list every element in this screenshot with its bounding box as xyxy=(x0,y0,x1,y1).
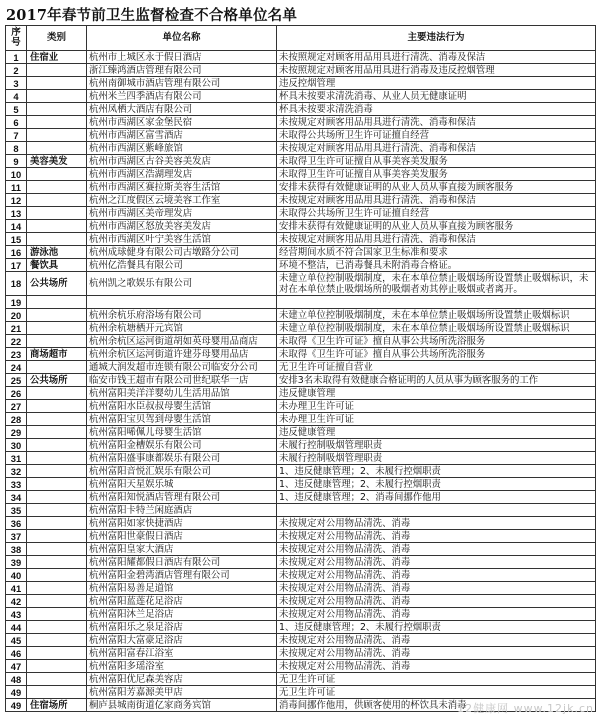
row-unit-name xyxy=(87,296,277,309)
row-unit-name: 杭州富阳如家快捷酒店 xyxy=(87,517,277,530)
row-category xyxy=(27,465,87,478)
table-row xyxy=(6,348,596,361)
row-violation: 1、违反健康管理；2、未履行控烟职责 xyxy=(277,478,596,491)
row-violation: 未按规定对公用物品清洗、消毒 xyxy=(277,634,596,647)
page-title: 2017年春节前卫生监督检查不合格单位名单 xyxy=(6,7,298,24)
row-violation: 安排未获得有效健康证明的从业人员从事直接为顾客服务 xyxy=(277,220,596,233)
row-violation: 1、违反健康管理；2、未履行控烟职责 xyxy=(277,465,596,478)
row-number: 17 xyxy=(6,259,27,272)
row-category xyxy=(27,296,87,309)
row-number: 23 xyxy=(6,348,27,361)
row-violation: 安排3名未取得有效健康合格证明的人员从事为顾客服务的工作 xyxy=(277,374,596,387)
row-number: 28 xyxy=(6,413,27,426)
row-unit-name: 杭州富阳天星娱乐城 xyxy=(87,478,277,491)
table-row xyxy=(6,608,596,621)
row-violation: 未取得卫生许可证擅自从事美容美发服务 xyxy=(277,168,596,181)
table-row xyxy=(6,595,596,608)
row-number: 3 xyxy=(6,77,27,90)
row-category: 公共场所 xyxy=(27,272,87,296)
row-category xyxy=(27,426,87,439)
table-row xyxy=(6,413,596,426)
row-number: 39 xyxy=(6,556,27,569)
row-violation: 未按规定对公用物品清洗、消毒 xyxy=(277,569,596,582)
row-unit-name: 杭州余杭塘栖开元宾馆 xyxy=(87,322,277,335)
row-unit-name: 杭州富阳音悦汇娱乐有限公司 xyxy=(87,465,277,478)
row-number: 37 xyxy=(6,530,27,543)
row-category xyxy=(27,582,87,595)
row-number: 38 xyxy=(6,543,27,556)
row-violation: 未履行控制吸烟管理职责 xyxy=(277,452,596,465)
row-violation: 未按照规定对顾客用品用具进行消毒及违反控烟管理 xyxy=(277,64,596,77)
row-number: 48 xyxy=(6,673,27,686)
row-unit-name: 杭州余杭区运河街道许建芬母婴用品店 xyxy=(87,348,277,361)
row-violation: 未取得《卫生许可证》擅自从事公共场所洗浴服务 xyxy=(277,335,596,348)
row-category xyxy=(27,361,87,374)
row-category xyxy=(27,634,87,647)
table-row xyxy=(6,207,596,220)
row-violation: 未按规定对公用物品清洗、消毒 xyxy=(277,608,596,621)
row-unit-name: 浙江臻鸿酒店管理有限公司 xyxy=(87,64,277,77)
row-violation: 未按规定对公用物品清洗、消毒 xyxy=(277,647,596,660)
table-row xyxy=(6,452,596,465)
row-violation xyxy=(277,504,596,517)
row-category xyxy=(27,142,87,155)
row-category xyxy=(27,530,87,543)
row-unit-name: 杭州富阳蓝莲花足浴店 xyxy=(87,595,277,608)
row-unit-name: 杭州市西湖区赛拉斯美容生活馆 xyxy=(87,181,277,194)
table-row xyxy=(6,220,596,233)
row-violation: 未取得公共场所卫生许可证擅自经营 xyxy=(277,207,596,220)
table-row xyxy=(6,233,596,246)
row-number: 31 xyxy=(6,452,27,465)
row-number: 44 xyxy=(6,621,27,634)
row-number: 2 xyxy=(6,64,27,77)
row-unit-name: 杭州富阳知悦酒店管理有限公司 xyxy=(87,491,277,504)
row-unit-name: 杭州凤栖大酒店有限公司 xyxy=(87,103,277,116)
row-unit-name: 杭州富阳沐兰足浴店 xyxy=(87,608,277,621)
row-number: 20 xyxy=(6,309,27,322)
row-number: 22 xyxy=(6,335,27,348)
row-category xyxy=(27,595,87,608)
row-violation: 未办理卫生许可证 xyxy=(277,413,596,426)
table-row xyxy=(6,90,596,103)
row-category: 游泳池 xyxy=(27,246,87,259)
row-unit-name: 杭州市西湖区美帝理发店 xyxy=(87,207,277,220)
row-category xyxy=(27,673,87,686)
row-violation: 未按规定对顾客用品用具进行清洗、消毒和保洁 xyxy=(277,233,596,246)
table-header-row xyxy=(6,26,596,51)
row-unit-name: 临安市钱王超市有限公司世纪联华一店 xyxy=(87,374,277,387)
row-number: 19 xyxy=(6,296,27,309)
row-violation: 未按照规定对顾客用品用具进行清洗、消毒及保洁 xyxy=(277,51,596,64)
row-unit-name: 杭州余杭乐府浴场有限公司 xyxy=(87,309,277,322)
row-number: 24 xyxy=(6,361,27,374)
row-unit-name: 杭州富阳优尼森美容店 xyxy=(87,673,277,686)
table-row xyxy=(6,569,596,582)
row-number: 35 xyxy=(6,504,27,517)
row-violation: 未按规定对公用物品清洗、消毒 xyxy=(277,543,596,556)
row-unit-name: 杭州富阳耀都假日酒店有限公司 xyxy=(87,556,277,569)
row-category xyxy=(27,413,87,426)
row-unit-name: 杭州富阳卡特兰闲庭酒店 xyxy=(87,504,277,517)
row-number: 29 xyxy=(6,426,27,439)
row-number: 43 xyxy=(6,608,27,621)
row-number: 45 xyxy=(6,634,27,647)
row-unit-name: 杭州富阳美洋洋婴幼儿生活用品馆 xyxy=(87,387,277,400)
table-row xyxy=(6,194,596,207)
row-violation: 环境不整洁，已消毒餐具未附消毒合格证。 xyxy=(277,259,596,272)
row-category xyxy=(27,686,87,699)
row-violation: 未按规定对公用物品清洗、消毒 xyxy=(277,595,596,608)
row-category xyxy=(27,400,87,413)
row-number: 46 xyxy=(6,647,27,660)
row-unit-name: 杭州南御城市酒店管理有限公司 xyxy=(87,77,277,90)
row-category xyxy=(27,439,87,452)
row-violation: 违反健康管理 xyxy=(277,426,596,439)
table-row xyxy=(6,103,596,116)
row-number: 8 xyxy=(6,142,27,155)
row-category xyxy=(27,387,87,400)
row-category xyxy=(27,647,87,660)
row-number: 5 xyxy=(6,103,27,116)
row-category: 住宿业 xyxy=(27,51,87,64)
table-row xyxy=(6,309,596,322)
table-row xyxy=(6,426,596,439)
row-category xyxy=(27,335,87,348)
table-row xyxy=(6,517,596,530)
table-row xyxy=(6,491,596,504)
row-category xyxy=(27,556,87,569)
row-unit-name: 杭州市西湖区富雪酒店 xyxy=(87,129,277,142)
row-unit-name: 杭州市西湖区怒放美容美发店 xyxy=(87,220,277,233)
table-row xyxy=(6,504,596,517)
row-violation: 未取得卫生许可证擅自从事美容美发服务 xyxy=(277,155,596,168)
row-number: 47 xyxy=(6,660,27,673)
row-number: 9 xyxy=(6,155,27,168)
row-category xyxy=(27,491,87,504)
row-unit-name: 杭州市西湖区紫峰旅馆 xyxy=(87,142,277,155)
row-number: 16 xyxy=(6,246,27,259)
row-unit-name: 杭州市西湖区古谷美容美发店 xyxy=(87,155,277,168)
row-category: 餐饮具 xyxy=(27,259,87,272)
row-category: 美容美发 xyxy=(27,155,87,168)
row-category xyxy=(27,77,87,90)
row-category xyxy=(27,478,87,491)
row-unit-name: 杭州余杭区运河街道胡如英母婴用品商店 xyxy=(87,335,277,348)
row-number: 33 xyxy=(6,478,27,491)
table-row xyxy=(6,129,596,142)
row-unit-name: 杭州富阳唏佩儿母婴生活馆 xyxy=(87,426,277,439)
row-unit-name: 杭州富阳大富豪足浴店 xyxy=(87,634,277,647)
row-number: 4 xyxy=(6,90,27,103)
row-unit-name: 桐庐县城南街道亿家商务宾馆 xyxy=(87,699,277,712)
table-row xyxy=(6,530,596,543)
row-violation: 未建立单位控制吸烟制度，未在本单位禁止吸烟场所设置禁止吸烟标识，未对在本单位禁止吸烟场所的吸烟者劝其停止吸烟或者离开。 xyxy=(277,272,596,296)
row-number: 1 xyxy=(6,51,27,64)
row-violation: 1、违反健康管理；2、未履行控烟职责 xyxy=(277,621,596,634)
table-row xyxy=(6,322,596,335)
row-unit-name: 杭州富阳芳嘉源美甲店 xyxy=(87,686,277,699)
row-category xyxy=(27,504,87,517)
row-unit-name: 杭州富阳盛事康都娱乐有限公司 xyxy=(87,452,277,465)
row-violation: 违反健康管理 xyxy=(277,387,596,400)
row-violation xyxy=(277,296,596,309)
table-row xyxy=(6,556,596,569)
row-category xyxy=(27,181,87,194)
row-category xyxy=(27,194,87,207)
row-category xyxy=(27,116,87,129)
row-violation: 未按规定对顾客用品用具进行清洗、消毒和保洁 xyxy=(277,116,596,129)
table-row xyxy=(6,387,596,400)
row-violation: 未按规定对公用物品清洗、消毒 xyxy=(277,530,596,543)
table-row xyxy=(6,155,596,168)
row-violation: 无卫生许可证擅自营业 xyxy=(277,361,596,374)
table-row xyxy=(6,673,596,686)
table-row xyxy=(6,272,596,296)
table-row xyxy=(6,647,596,660)
row-violation: 未建立单位控制吸烟制度，未在本单位禁止吸烟场所设置禁止吸烟标识 xyxy=(277,322,596,335)
row-category xyxy=(27,660,87,673)
table-row xyxy=(6,439,596,452)
row-number: 12 xyxy=(6,194,27,207)
row-number: 40 xyxy=(6,569,27,582)
row-number: 42 xyxy=(6,595,27,608)
row-number: 49 xyxy=(6,699,27,712)
table-row xyxy=(6,543,596,556)
row-violation: 无卫生许可证 xyxy=(277,686,596,699)
table-row xyxy=(6,296,596,309)
row-violation: 未履行控制吸烟管理职责 xyxy=(277,439,596,452)
row-violation: 未取得公共场所卫生许可证擅自经营 xyxy=(277,129,596,142)
row-unit-name: 杭州成球健身有限公司古墩路分公司 xyxy=(87,246,277,259)
row-category xyxy=(27,608,87,621)
header-violation: 主要违法行为 xyxy=(277,26,596,51)
row-unit-name: 杭州凯之歌娱乐有限公司 xyxy=(87,272,277,296)
row-violation: 未取得《卫生许可证》擅自从事公共场所洗浴服务 xyxy=(277,348,596,361)
row-number: 30 xyxy=(6,439,27,452)
row-unit-name: 杭州市上城区永于假日酒店 xyxy=(87,51,277,64)
table-row xyxy=(6,660,596,673)
row-violation: 未按规定对公用物品清洗、消毒 xyxy=(277,660,596,673)
table-row xyxy=(6,582,596,595)
row-category xyxy=(27,220,87,233)
row-violation: 未按规定对顾客用品用具进行清洗、消毒和保洁 xyxy=(277,194,596,207)
table-row xyxy=(6,181,596,194)
row-number: 27 xyxy=(6,400,27,413)
row-unit-name: 杭州富阳乐之泉足浴店 xyxy=(87,621,277,634)
row-category xyxy=(27,543,87,556)
row-category xyxy=(27,168,87,181)
row-violation: 违反控烟管理 xyxy=(277,77,596,90)
row-number: 32 xyxy=(6,465,27,478)
row-number: 21 xyxy=(6,322,27,335)
row-category xyxy=(27,517,87,530)
row-unit-name: 杭州富阳水臣叔叔母婴生活馆 xyxy=(87,400,277,413)
table-row xyxy=(6,361,596,374)
row-unit-name: 杭州富阳金碧湾酒店管理有限公司 xyxy=(87,569,277,582)
row-unit-name: 杭州富阳易善足道馆 xyxy=(87,582,277,595)
header-category: 类别 xyxy=(27,26,87,51)
row-category xyxy=(27,452,87,465)
row-number: 36 xyxy=(6,517,27,530)
row-violation: 杯具未按要求清洗消毒 xyxy=(277,103,596,116)
row-category xyxy=(27,569,87,582)
table-row xyxy=(6,168,596,181)
table-body xyxy=(6,51,596,712)
table-row xyxy=(6,374,596,387)
row-category: 住宿场所 xyxy=(27,699,87,712)
table-row xyxy=(6,64,596,77)
row-number: 11 xyxy=(6,181,27,194)
row-category xyxy=(27,90,87,103)
row-violation: 经营期间水质不符合国家卫生标准和要求 xyxy=(277,246,596,259)
row-unit-name: 杭州市西湖区叶宁美容生活馆 xyxy=(87,233,277,246)
row-violation: 未办理卫生许可证 xyxy=(277,400,596,413)
row-category xyxy=(27,233,87,246)
row-number: 14 xyxy=(6,220,27,233)
table-row xyxy=(6,621,596,634)
row-violation: 未按规定对公用物品清洗、消毒 xyxy=(277,517,596,530)
row-number: 13 xyxy=(6,207,27,220)
row-category xyxy=(27,103,87,116)
row-unit-name: 杭州富阳皇家大酒店 xyxy=(87,543,277,556)
row-number: 7 xyxy=(6,129,27,142)
row-violation: 杯具未按要求清洗消毒、从业人员无健康证明 xyxy=(277,90,596,103)
row-number: 15 xyxy=(6,233,27,246)
row-category: 公共场所 xyxy=(27,374,87,387)
row-number: 26 xyxy=(6,387,27,400)
row-violation: 消毒间挪作他用，供顾客使用的杯饮具未消毒 xyxy=(277,699,596,712)
row-number: 41 xyxy=(6,582,27,595)
row-unit-name: 杭州市西湖区浩湖理发店 xyxy=(87,168,277,181)
table-row xyxy=(6,259,596,272)
row-number: 25 xyxy=(6,374,27,387)
table-row xyxy=(6,77,596,90)
row-violation: 安排未获得有效健康证明的从业人员从事直接为顾客服务 xyxy=(277,181,596,194)
row-unit-name: 杭州富阳富春江浴室 xyxy=(87,647,277,660)
row-number: 18 xyxy=(6,272,27,296)
table-row xyxy=(6,634,596,647)
table-row xyxy=(6,686,596,699)
table-row xyxy=(6,116,596,129)
table-row xyxy=(6,51,596,64)
row-violation: 未建立单位控制吸烟制度，未在本单位禁止吸烟场所设置禁止吸烟标识 xyxy=(277,309,596,322)
row-category xyxy=(27,64,87,77)
row-category: 商场超市 xyxy=(27,348,87,361)
row-unit-name: 杭州富阳宝贝驾到母婴生活馆 xyxy=(87,413,277,426)
row-category xyxy=(27,322,87,335)
row-violation: 未按规定对顾客用品用具进行清洗、消毒和保洁 xyxy=(277,142,596,155)
row-unit-name: 杭州米兰四季酒店有限公司 xyxy=(87,90,277,103)
row-category xyxy=(27,129,87,142)
row-category xyxy=(27,309,87,322)
table-row xyxy=(6,478,596,491)
row-unit-name: 杭州亿浩餐具有限公司 xyxy=(87,259,277,272)
row-unit-name: 杭州富阳金槽娱乐有限公司 xyxy=(87,439,277,452)
table-row xyxy=(6,335,596,348)
table-row xyxy=(6,465,596,478)
row-number: 6 xyxy=(6,116,27,129)
table-row xyxy=(6,246,596,259)
row-category xyxy=(27,207,87,220)
inspection-table xyxy=(5,25,596,712)
row-number: 10 xyxy=(6,168,27,181)
row-violation: 未按规定对公用物品清洗、消毒 xyxy=(277,582,596,595)
row-unit-name: 杭州之江度假区云境美容工作室 xyxy=(87,194,277,207)
row-unit-name: 杭州富阳多瑶浴室 xyxy=(87,660,277,673)
header-name: 单位名称 xyxy=(87,26,277,51)
row-number: 49 xyxy=(6,686,27,699)
row-violation: 无卫生许可证 xyxy=(277,673,596,686)
table-row xyxy=(6,142,596,155)
row-unit-name: 杭州市西湖区家金堡民宿 xyxy=(87,116,277,129)
row-unit-name: 通城大润发超市连锁有限公司临安分公司 xyxy=(87,361,277,374)
row-violation: 1、违反健康管理；2、消毒间挪作他用 xyxy=(277,491,596,504)
row-violation: 未按规定对公用物品清洗、消毒 xyxy=(277,556,596,569)
row-number: 34 xyxy=(6,491,27,504)
header-no: 序号 xyxy=(6,26,27,51)
row-category xyxy=(27,621,87,634)
table-row xyxy=(6,400,596,413)
row-unit-name: 杭州富阳世豪假日酒店 xyxy=(87,530,277,543)
watermark: 12健康网 www.12jk.cn xyxy=(457,702,594,715)
